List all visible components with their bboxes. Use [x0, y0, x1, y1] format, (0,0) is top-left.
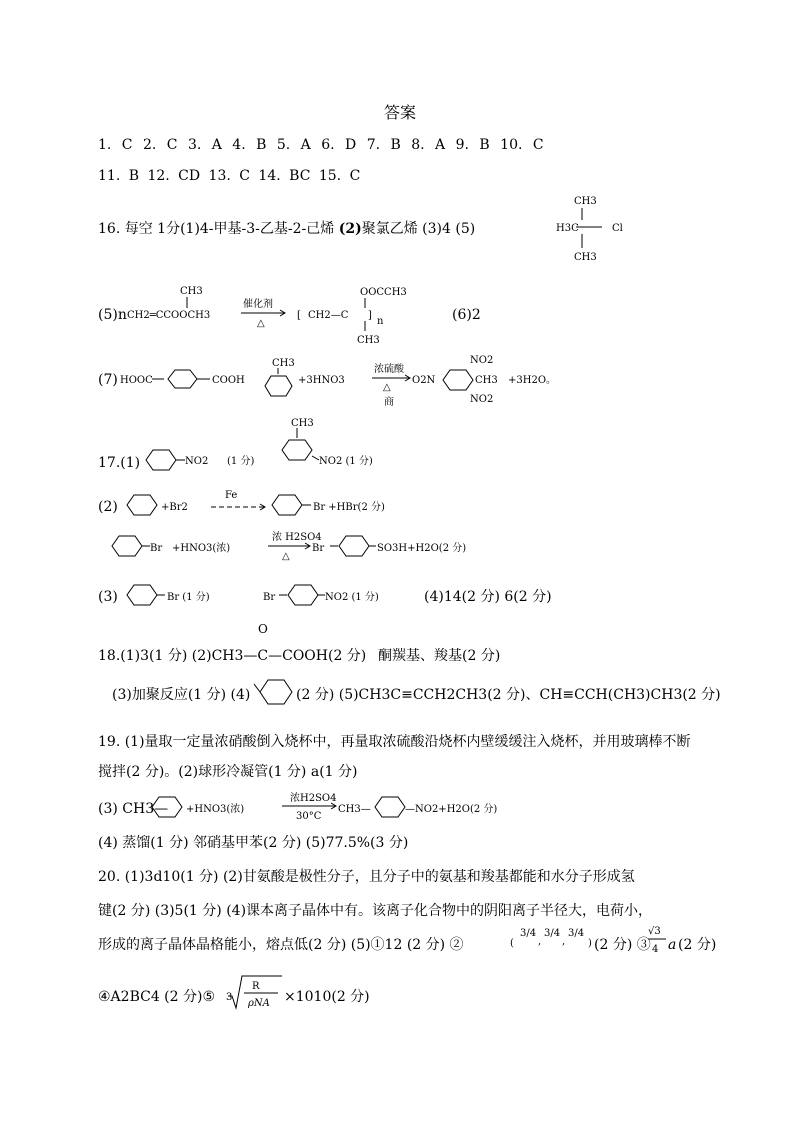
br-p-label: Br — [263, 592, 276, 603]
poly-substituent: OOCCH3 — [360, 287, 407, 298]
q19-line-2: 搅拌(2 分)。(2)球形冷凝管(1 分) a(1 分) — [98, 764, 358, 780]
delta-1: △ — [257, 318, 265, 329]
q19-line-1: 19. (1)量取一定量浓硝酸倒入烧杯中，再量取浓硫酸沿烧杯内壁缓缓注入烧杯，并用玻璃棒不断 — [98, 734, 691, 750]
q20-cube-root — [226, 970, 286, 1016]
q20-line-3a: 形成的离子晶体晶格能小，熔点低(2 分) (5)①12 (2 分) ② — [98, 937, 464, 953]
q17-part1-structures — [145, 412, 405, 472]
cyclohexene-structure — [258, 672, 298, 712]
svg-text:[: [ — [297, 310, 301, 321]
q17-part1-label: 17.(1) — [98, 455, 141, 471]
so3h-label: SO3H+H2O(2 分) — [377, 543, 467, 554]
q16-part7-label: (7) — [98, 372, 118, 388]
q19-ch3: CH3— — [338, 804, 371, 815]
q17-score-1b: NO2 (1 分) — [319, 456, 373, 467]
q18-line-1b: 酮羰基、羧基(2 分) — [378, 648, 501, 664]
q20-line-4b: ×1010(2 分) — [284, 989, 370, 1005]
q17-part2-label: (2) — [98, 499, 118, 515]
nitrobenzene-ring — [146, 450, 176, 470]
q17-bromination — [125, 485, 485, 525]
benzene-ring-c — [112, 536, 142, 556]
tnt-ch3: CH3 — [475, 375, 498, 386]
frac-3: 3/4 — [568, 928, 585, 939]
benzene-ring — [168, 370, 197, 388]
sqrt3: √3 — [648, 926, 661, 937]
q18-line-1a: 18.(1)3(1 分) (2)CH3—C—COOH(2 分) — [98, 648, 367, 664]
q19-nitration-equation — [150, 789, 530, 825]
br-c: Br — [150, 543, 163, 554]
br-no2-label: NO2 (1 分) — [325, 592, 379, 603]
catalyst-label: 催化剂 — [243, 299, 273, 310]
tert-butyl-chloride-structure — [556, 190, 640, 265]
q18-line-2a: (3)加聚反应(1 分) (4) — [112, 687, 251, 703]
acid-label: 浓硫酸 — [374, 364, 404, 375]
svg-text:(: ( — [510, 938, 514, 949]
q16-part6: (6)2 — [452, 307, 481, 323]
cooh-label: COOH — [212, 375, 245, 386]
tnt-no2-top: NO2 — [470, 355, 494, 366]
frac-2: 3/4 — [544, 928, 561, 939]
q17-part4: (4)14(2 分) 6(2 分) — [424, 589, 552, 605]
cond-bot: 30°C — [296, 811, 322, 822]
q20-line-3c: (2 分) — [678, 937, 717, 953]
monomer: CH2═CCOOCH3 — [127, 310, 211, 321]
tbu-right: Cl — [612, 223, 623, 234]
q16-line-1: 16. 每空 1分(1)4-甲基-3-乙基-2-己烯 (2)聚氯乙烯 (3)4 (5) — [98, 221, 476, 237]
q16-part5-label: (5)n — [98, 307, 127, 323]
q20-line-1: 20. (1)3d10(1 分) (2)甘氨酸是极性分子，且分子中的氨基和羧基都能和水分子形成氢 — [98, 869, 635, 885]
q19-hno3: +HNO3(浓) — [186, 804, 245, 815]
br-1-label: Br (1 分) — [167, 592, 210, 603]
delta-2: △ — [383, 382, 391, 393]
toluene-ring-19b — [375, 797, 405, 817]
poly-ch3: CH3 — [357, 335, 380, 346]
page-title: 答案 — [384, 103, 417, 122]
mnt-ch3: CH3 — [291, 418, 314, 429]
nitrotoluene-ring — [282, 440, 312, 460]
toluene-ring-19a — [152, 797, 182, 817]
benzene-ring-b — [272, 495, 302, 515]
h2so4-label: 浓 H2SO4 — [272, 532, 322, 543]
water-label: +3H2O。 — [508, 375, 557, 386]
q20-a: a — [668, 937, 677, 953]
q17-sulfonation-equation — [110, 526, 530, 566]
tbu-bottom: CH3 — [574, 252, 597, 263]
benzene-ring-a — [127, 495, 157, 515]
q18-o-label: O — [258, 622, 268, 636]
r-label: R — [252, 981, 260, 992]
cond-top: 浓H2SO4 — [290, 793, 337, 804]
q16-part7-reactions — [120, 350, 600, 410]
q18-line-2b: (2 分) (5)CH3C≡CCH2CH3(2 分)、CH≡CCH(CH3)CH3(2 分) — [296, 687, 721, 703]
svg-text:): ) — [588, 938, 592, 949]
q17-part3-label: (3) — [98, 589, 118, 605]
bromonitrobenzene-ring — [288, 585, 318, 605]
toluene-ch3: CH3 — [272, 358, 295, 369]
poly-main: CH2—C — [308, 310, 349, 321]
q20-line-4a: ④A2BC4 (2 分)⑤ — [98, 989, 216, 1005]
monomer-ch3: CH3 — [180, 286, 203, 297]
rho-na-label: ρNA — [248, 998, 270, 1009]
answers-row-2: 11. B 12. CD 13. C 14. BC 15. C — [98, 168, 361, 184]
polymerization-equation — [125, 283, 465, 353]
frac-1: 3/4 — [520, 928, 537, 939]
svg-text:]: ] — [368, 310, 372, 321]
answers-row-1: 1. C 2. C 3. A 4. B 5. A 6. D 7. B 8. A 9. B 10. C — [98, 137, 544, 153]
svg-text:3: 3 — [226, 992, 233, 1003]
br2-label: +Br2 — [161, 502, 188, 513]
q17-score-1: (1 分) — [227, 456, 255, 467]
tnt-ring — [443, 370, 473, 390]
br-left: Br — [312, 543, 325, 554]
under-arrow: 商 — [384, 397, 394, 408]
br-hbr-label: Br +HBr(2 分) — [313, 502, 385, 513]
hno3-label: +3HNO3 — [298, 375, 345, 386]
delta-3: △ — [282, 551, 290, 562]
benzene-ring-d — [339, 536, 369, 556]
q20-line-2: 键(2 分) (3)5(1 分) (4)课本离子晶体中有。该离子化合物中的阴阳离子半径大，电荷小， — [98, 903, 653, 919]
fe-label: Fe — [225, 490, 238, 501]
tbu-left: H3C — [556, 223, 579, 234]
hno3-conc: +HNO3(浓) — [172, 543, 231, 554]
comma-sep-2: , — [562, 936, 566, 947]
q19-line-4: (4) 蒸馏(1 分) 邻硝基甲苯(2 分) (5)77.5%(3 分) — [98, 835, 409, 851]
toluene-ring — [265, 376, 292, 396]
comma-sep: , — [538, 936, 542, 947]
q20-line-3b: (2 分) ③ — [594, 937, 651, 953]
hooc-label: HOOC — [120, 375, 153, 386]
bromobenzene-ring — [127, 585, 157, 605]
four: 4 — [652, 944, 659, 955]
q19-line-3a: (3) CH3— — [98, 801, 169, 817]
tbu-top: CH3 — [574, 196, 597, 207]
q19-products: —NO2+H2O(2 分) — [405, 804, 498, 815]
tnt-left: O2N — [412, 375, 436, 386]
poly-n: n — [377, 316, 384, 327]
nitrobenzene-no2: NO2 — [185, 456, 209, 467]
tnt-no2-bot: NO2 — [470, 394, 494, 405]
